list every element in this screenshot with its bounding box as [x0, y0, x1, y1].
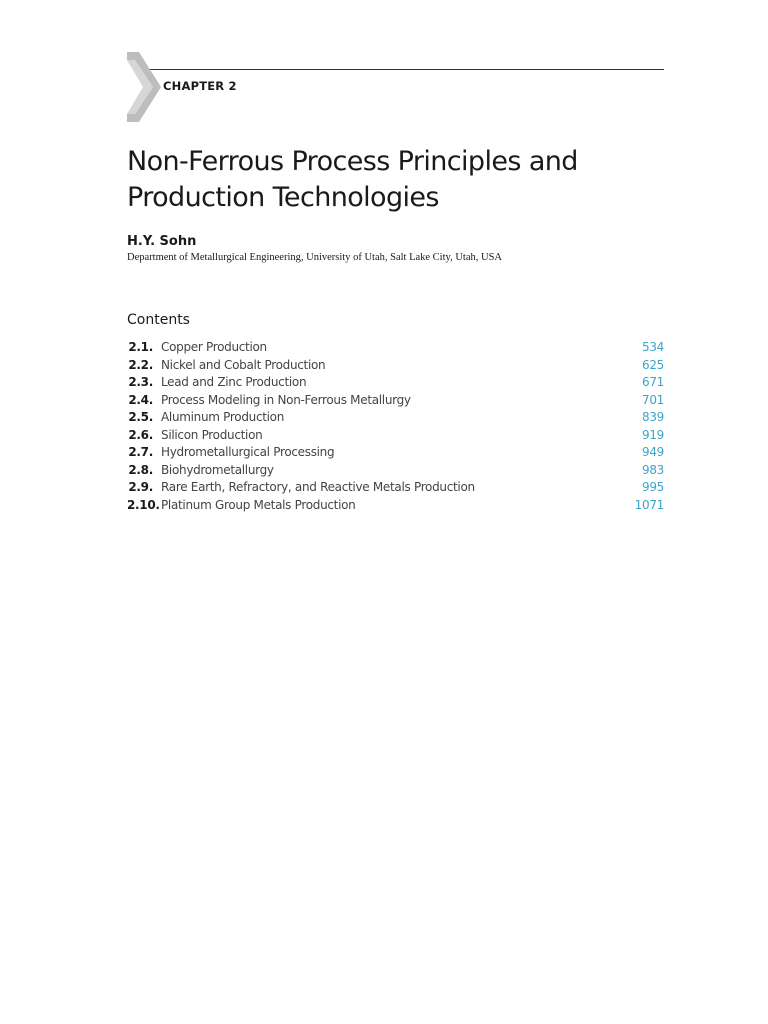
toc-entry-title: Process Modeling in Non-Ferrous Metallurgy	[161, 392, 411, 407]
toc-entry-title: Nickel and Cobalt Production	[161, 357, 326, 372]
toc-entry[interactable]	[127, 339, 664, 357]
toc-entry[interactable]	[127, 357, 664, 375]
chapter-header	[127, 52, 664, 122]
toc-entry[interactable]	[127, 462, 664, 480]
toc-entry[interactable]	[127, 392, 664, 410]
contents-heading: Contents	[127, 312, 190, 328]
toc-entry-page-link[interactable]: 701	[641, 392, 664, 407]
toc-entry-number: 2.4.	[128, 392, 153, 407]
toc-entry-page-link[interactable]: 625	[641, 357, 664, 372]
toc-entry-title: Platinum Group Metals Production	[161, 497, 356, 512]
toc-entry-page-link[interactable]: 1071	[634, 497, 664, 512]
toc-entry-number: 2.9.	[128, 480, 153, 494]
toc-entry-number: 2.1.	[128, 340, 153, 354]
chapter-title: Non-Ferrous Process Principles and Production Technologies	[127, 146, 578, 213]
toc-entry-page-link[interactable]: 995	[641, 480, 664, 494]
toc-entry-title: Rare Earth, Refractory, and Reactive Metals Production	[161, 480, 475, 494]
toc-entry-number: 2.7.	[128, 445, 153, 459]
toc-entry[interactable]	[127, 479, 664, 497]
toc-entry[interactable]	[127, 374, 664, 392]
toc-entry[interactable]	[127, 409, 664, 427]
toc-entry-number: 2.8.	[128, 462, 153, 477]
toc-entry[interactable]	[127, 427, 664, 445]
author-affiliation: Department of Metallurgical Engineering, University of Utah, Salt Lake City, Utah, USA	[127, 252, 502, 263]
toc-entry[interactable]	[127, 497, 664, 515]
toc-entry-page-link[interactable]: 983	[641, 462, 664, 477]
toc-entry-title: Lead and Zinc Production	[161, 375, 307, 389]
toc-entry-number: 2.5.	[128, 410, 153, 424]
toc-entry-title: Biohydrometallurgy	[161, 462, 274, 477]
author-name: H.Y. Sohn	[127, 234, 197, 249]
toc-entry-page-link[interactable]: 671	[641, 375, 664, 389]
toc-entry-page-link[interactable]: 919	[641, 427, 664, 442]
toc-entry-title: Hydrometallurgical Processing	[161, 445, 335, 459]
toc-entry-title: Copper Production	[161, 340, 267, 354]
chapter-rule	[147, 69, 664, 70]
toc-entry-page-link[interactable]: 534	[641, 340, 664, 354]
chevron-icon	[127, 52, 161, 122]
toc-entry-number: 2.3.	[128, 375, 153, 389]
toc-entry-number: 2.6.	[128, 427, 153, 442]
chapter-label: CHAPTER 2	[163, 79, 237, 93]
toc-entry-page-link[interactable]: 949	[641, 445, 664, 459]
toc-entry-title: Aluminum Production	[161, 410, 285, 424]
toc-entry-title: Silicon Production	[161, 427, 263, 442]
toc-entry-number: 2.10.	[127, 497, 160, 512]
toc-entry-page-link[interactable]: 839	[641, 410, 664, 424]
toc-entry[interactable]	[127, 444, 664, 462]
toc-entry-number: 2.2.	[128, 357, 153, 372]
table-of-contents	[127, 339, 664, 514]
